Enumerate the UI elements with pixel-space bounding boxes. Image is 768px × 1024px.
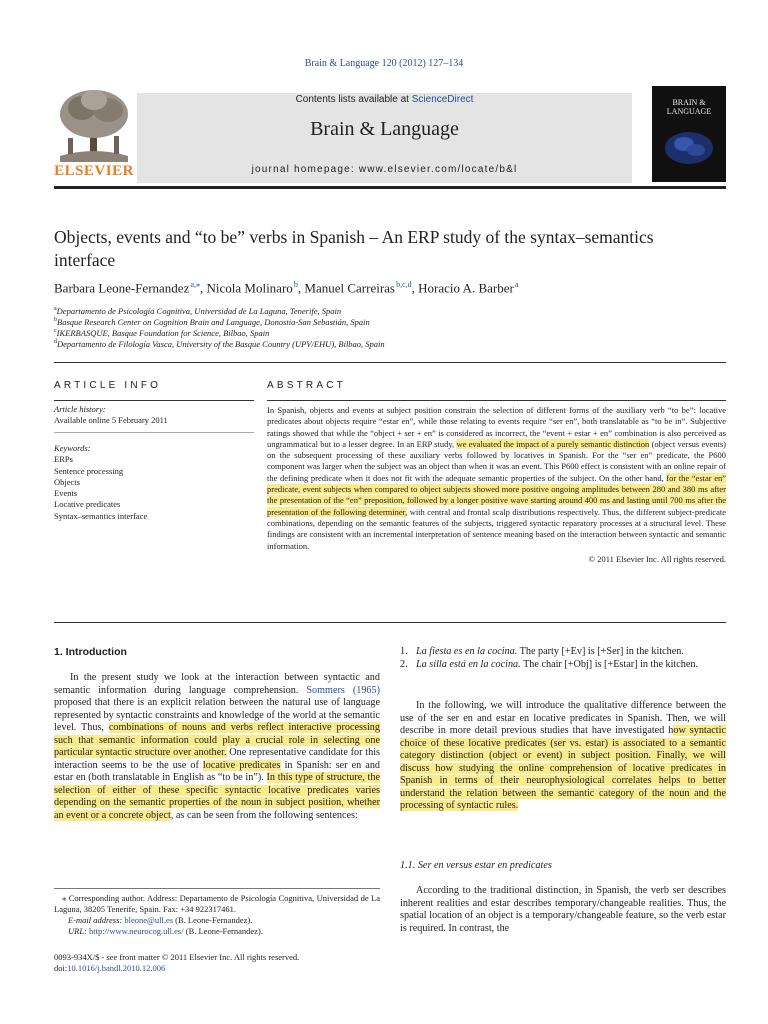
keyword: Syntax–semantics interface: [54, 510, 148, 521]
example-spanish: La silla está en la cocina.: [416, 658, 521, 670]
affiliations-rule: [54, 362, 726, 363]
url-suffix: (B. Leone-Fernandez).: [185, 926, 263, 936]
author[interactable]: Horacio A. Barber: [418, 280, 514, 296]
doi-prefix: doi:: [54, 963, 68, 973]
copyright: © 2011 Elsevier Inc. All rights reserved.: [588, 553, 726, 564]
author-sep: ,: [297, 280, 305, 296]
affiliation-text: Departamento de Filología Vasca, University of the Basque Country (UPV/EHU), Bilbao, Spain: [57, 339, 385, 349]
contents-line: [137, 94, 632, 105]
example-number: 2.: [400, 658, 408, 670]
author-affil-ref[interactable]: a: [514, 280, 519, 289]
body-text: According to the traditional distinction, in Spanish, the verb ser describes inherent realities and estar describes temporary/changeable realities. Thus, the spatial location of an object is a temporary/changeable feature, so the verb estar is required. In contrast, the: [400, 885, 726, 934]
email-label: E-mail address:: [68, 915, 123, 925]
intro-text: One representative candidate for this interaction seems to be the use of: [54, 747, 380, 771]
author-affil-ref[interactable]: b: [293, 280, 298, 289]
abstract-rule: [267, 400, 726, 401]
intro-text: , as can be seen from the following sentences:: [170, 809, 358, 821]
keyword: Events: [54, 488, 78, 499]
intro-text: proposed that there is an explicit relation between the natural use of language represented by syntactic constraints and knowledge of the world at the semantic level. Thus,: [54, 697, 380, 733]
publisher-name: ELSEVIER: [54, 163, 134, 179]
example-item: [400, 646, 726, 659]
keywords-block: [54, 443, 254, 522]
footnote-star: ⁎: [62, 893, 67, 903]
url-link[interactable]: http://www.neurocog.ull.es/: [89, 926, 184, 936]
subsection-heading: 1.1. Ser en versus estar en predicates: [400, 860, 552, 871]
abstract-highlight: for the “estar en” predicate, event subjects when compared to object subjects showed more positive ongoing amplitudes between 280 and 380 ms after the presentation of the “en” preposition, followed by a longer positive wave starting around 400 ms and lasting until 700 ms after the presentation of the following determiner,: [267, 472, 726, 517]
intro-highlight: locative predicates: [202, 759, 281, 771]
author[interactable]: Barbara Leone-Fernandez: [54, 280, 190, 296]
footnote: [54, 893, 380, 937]
example-item: [400, 659, 726, 672]
footnote-text: Corresponding author. Address: Departamento de Psicología Cognitiva, Universidad de La Laguna, 38205 Tenerife, Spain. Fax: +34 922317461.: [54, 893, 380, 914]
brain-icon: [662, 126, 716, 170]
author[interactable]: Nicola Molinaro: [206, 280, 293, 296]
history-label: Article history:: [54, 404, 106, 414]
issn-line: 0093-934X/$ - see front matter © 2011 Elsevier Inc. All rights reserved.: [54, 952, 300, 962]
affiliation-key: b: [54, 317, 57, 324]
affiliation: [54, 328, 269, 338]
article-info-rule: [54, 400, 254, 401]
abstract-bottom-rule: [54, 622, 726, 623]
article-title: [54, 226, 734, 272]
article-info-heading: ARTICLE INFO: [54, 380, 162, 391]
footnote-rule: [54, 888, 380, 889]
example-translation: The chair [+Obj] is [+Estar] in the kitchen.: [520, 658, 699, 670]
front-matter: [54, 952, 454, 974]
affiliation-key: a: [54, 306, 57, 313]
keyword: Objects: [54, 476, 80, 487]
subsection-paragraph: [400, 885, 726, 935]
intro-paragraph: [54, 672, 380, 822]
elsevier-tree-icon: [54, 86, 134, 162]
affiliation: [54, 317, 370, 327]
title-line1: Objects, events and “to be” verbs in Spanish – An ERP study of the syntax–semantics: [54, 227, 654, 247]
affiliation-key: c: [54, 328, 57, 335]
abstract-text: (object versus events) on the subsequent processing of these auxiliary verbs followed by locatives in Spanish. For the “ser en” predicate, the P600 component was larger when the subject was an object than when it was an event. This P600 effect is consistent with an online repair of the defining predicate when it does not fit with the adequate semantic properties of the subject. On the other hand,: [267, 438, 727, 483]
body-highlight: ow syntactic choice of these locative predicates (ser vs. estar) is associated to a semantic category distinction (object or event) in subject position. Finally, we will discuss how studying the online comprehension of locative predicates in Spanish in terms of their neurophysiological correlates helps to better understand the relation between the semantic category of the noun and the processing of syntactic rules.: [400, 725, 726, 811]
abstract-heading: ABSTRACT: [267, 380, 346, 391]
affiliation: [54, 306, 341, 316]
journal-title: Brain & Language: [310, 118, 459, 140]
abstract-highlight: we evaluated the impact of a purely semantic distinction: [456, 438, 650, 449]
intro-heading: 1. Introduction: [54, 646, 127, 658]
affiliation-text: Basque Research Center on Cognition Brain and Language, Donostia-San Sebastián, Spain: [57, 317, 370, 327]
intro-highlight: combinations of nouns and verbs reflect interactive processing such that semantic information could play a crucial role in selecting one particular syntactic structure over another.: [54, 722, 380, 758]
doi-link[interactable]: 10.1016/j.bandl.2010.12.006: [67, 963, 166, 973]
affiliation-text: IKERBASQUE, Basque Foundation for Science, Bilbao, Spain: [56, 328, 270, 338]
author[interactable]: Manuel Carreiras: [304, 280, 395, 296]
abstract-text: with central and frontal scalp distributions respectively. Thus, the different subject-predicate combinations, depending on the semantic features of the subjects, triggered syntactic reparatory processes at a structural level. These findings are consistent with an incremental interpretation of sentence meaning based on the interaction between syntactic and semantic information.: [267, 506, 726, 551]
url-label: URL:: [68, 926, 87, 936]
author-affil-ref[interactable]: b,c,d: [396, 280, 412, 289]
example-number: 1.: [400, 646, 408, 657]
author-sep: ,: [411, 280, 419, 296]
cover-title-line1: BRAIN &: [672, 98, 706, 107]
citation-link[interactable]: Sommers (1965): [306, 684, 381, 696]
intro-text: in Spanish: ser en and estar en (both translatable in English as “to be in”).: [54, 759, 381, 783]
journal-cover-image: [652, 86, 726, 182]
example-translation: The party [+Ev] is [+Ser] in the kitchen.: [517, 646, 684, 657]
info-divider: [54, 432, 254, 433]
email-suffix: (B. Leone-Fernandez).: [175, 915, 253, 925]
abstract-text: In Spanish, objects and events at subject position constrain the selection of different forms of the auxiliary verb “to be”: locative predicates about objects require “estar en”, while those relating to events require “ser en”, both translatable as “to be in”. Subjective ratings showed that while the “object + ser + en” is considered as incorrect, the “event + estar + en” combination is also perceived as ungrammatical but to a lesser degree. In an ERP study,: [267, 405, 726, 449]
example-spanish: La fiesta es en la cocina.: [416, 646, 518, 657]
contents-prefix: Contents lists available at: [295, 94, 412, 105]
keywords-label: Keywords:: [54, 443, 91, 453]
affiliation-key: d: [54, 339, 57, 346]
journal-reference[interactable]: Brain & Language 120 (2012) 127–134: [304, 58, 464, 69]
header-rule: [54, 186, 726, 189]
intro-text: In the present study we look at the interaction between syntactic and semantic information during language comprehension.: [54, 672, 380, 696]
keyword: Locative predicates: [54, 499, 121, 510]
affiliation-text: Departamento de Psicología Cognitiva, Universidad de La Laguna, Tenerife, Spain: [56, 306, 342, 316]
elsevier-logo: [54, 86, 134, 162]
right-paragraph: [400, 700, 726, 813]
cover-title-line2: LANGUAGE: [666, 107, 712, 116]
author-sep: ,: [200, 280, 207, 296]
affiliation: [54, 339, 385, 349]
keyword: Sentence processing: [54, 465, 124, 476]
abstract-body: [267, 405, 726, 565]
email-link[interactable]: bleone@ull.es: [124, 915, 174, 925]
author-list: [54, 280, 518, 296]
history-value: Available online 5 February 2011: [54, 415, 168, 426]
sciencedirect-link[interactable]: ScienceDirect: [411, 94, 474, 105]
intro-highlight: In this type of structure, the selection of either of these specific syntactic locative predicates varies depending on the semantic properties of the noun in subject position, whether an event or a concrete object: [54, 772, 381, 821]
examples-list: [400, 646, 726, 671]
journal-homepage[interactable]: journal homepage: www.elsevier.com/locate/b&l: [251, 164, 518, 175]
body-text: In the following, we will introduce the qualitative difference between the use of the ser en and estar en locative predicates in Spanish. Then, we will describe in more detail previous studies that have investigated h: [400, 700, 726, 736]
title-line2: interface: [54, 250, 116, 270]
article-history: [54, 404, 254, 427]
keyword: ERPs: [54, 454, 73, 465]
author-affil-ref[interactable]: a,⁎: [190, 280, 200, 289]
